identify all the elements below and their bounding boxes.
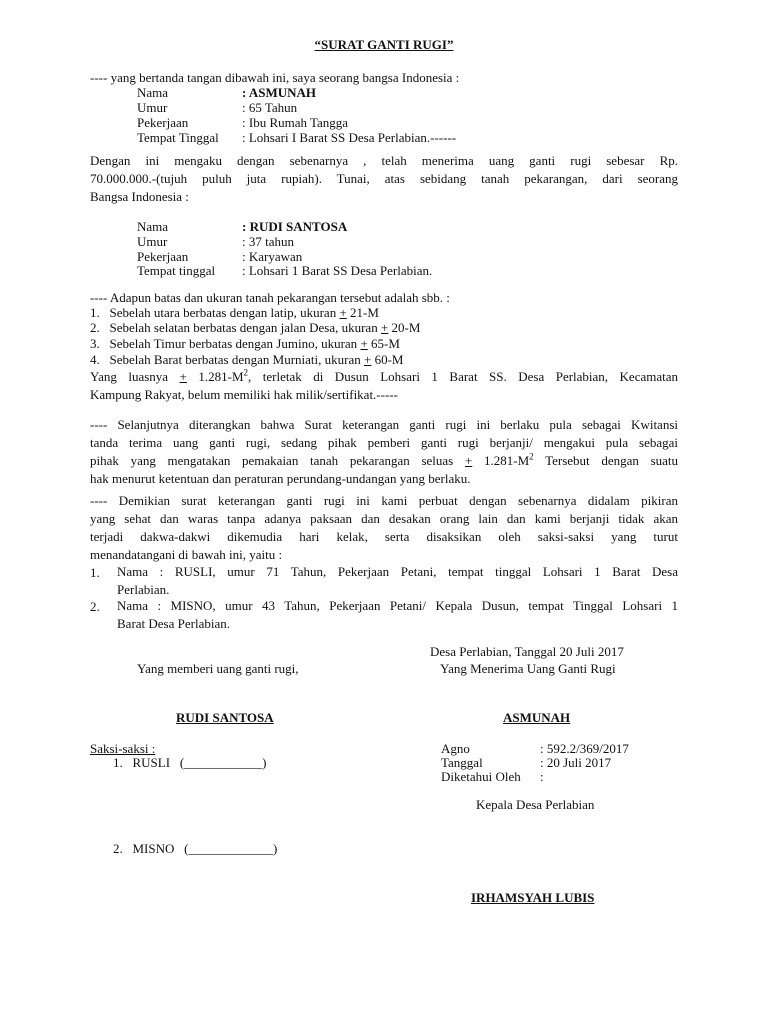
witness-text: Nama : RUSLI, umur 71 Tahun, Pekerjaan Petani, tempat tinggal Lohsari 1 Barat Desa — [117, 564, 678, 579]
intro-line: ---- yang bertanda tangan dibawah ini, saya seorang bangsa Indonesia : — [90, 70, 460, 85]
register-label: Diketahui Oleh — [441, 769, 521, 784]
boundary-text: Sebelah Timur berbatas dengan Jumino, ukuran — [109, 336, 358, 351]
party2-address-label: Tempat tinggal — [137, 263, 216, 278]
kwitansi-paragraph — [90, 416, 678, 488]
boundary-number: 3. — [90, 336, 100, 351]
party1-address-label: Tempat Tinggal — [137, 130, 219, 145]
square-superscript: 2 — [243, 367, 249, 378]
kwitansi-text: Tersebut dengan suatu — [545, 453, 679, 468]
area-location: , terletak di Dusun Lohsari 1 Barat SS. Desa Perlabian, Kecamatan — [248, 369, 678, 384]
register-value: : 20 Juli 2017 — [540, 755, 612, 770]
boundary-size: 20-M — [391, 320, 421, 335]
closing-line: terjadi dakwa-dakwi dikemudia hari kelak, serta disaksikan oleh saksi-saksi yang turut — [90, 529, 678, 544]
party1-name-label: Nama — [137, 85, 169, 100]
plus-minus-symbol: + — [464, 453, 473, 468]
boundary-number: 2. — [90, 320, 100, 335]
witness-number: 2. — [113, 841, 123, 856]
area-line: Kampung Rakyat, belum memiliki hak milik/sertifikat.----- — [90, 387, 398, 402]
party2-age-label: Umur — [137, 234, 168, 249]
witness-text: Barat Desa Perlabian. — [117, 616, 230, 631]
party2-age-value: : 37 tahun — [242, 234, 294, 249]
area-text: Yang luasnya — [90, 369, 169, 384]
boundary-item — [90, 320, 420, 335]
document-title: “SURAT GANTI RUGI” — [314, 37, 454, 52]
village-head-title: Kepala Desa Perlabian — [476, 797, 595, 812]
party2-name-value: : RUDI SANTOSA — [242, 219, 348, 234]
plus-minus-symbol: + — [339, 305, 347, 320]
closing-paragraph — [90, 492, 678, 564]
party1-name-value: : ASMUNAH — [242, 85, 317, 100]
party2-name-label: Nama — [137, 219, 169, 234]
party1-job-value: : Ibu Rumah Tangga — [242, 115, 349, 130]
closing-line: menandatangani di bawah ini, yaitu : — [90, 547, 283, 562]
kwitansi-line: ---- Selanjutnya diterangkan bahwa Surat keterangan ganti rugi ini berlaku pula sebagai Kwitansi — [90, 417, 678, 432]
closing-line: ---- Demikian surat keterangan ganti rugi ini kami perbuat dengan sebenarnya didalam pikiran — [90, 493, 678, 508]
witness-number: 1. — [113, 755, 123, 770]
boundary-number: 4. — [90, 352, 100, 367]
kwitansi-line: tanda terima uang ganti rugi, sedang pihak pemberi ganti rugi berjanji/ mengakui pula sebagai — [90, 435, 678, 450]
area-paragraph — [90, 368, 678, 404]
boundary-text: Sebelah Barat berbatas dengan Murniati, ukuran — [109, 352, 361, 367]
boundary-text: Sebelah utara berbatas dengan latip, ukuran — [109, 305, 337, 320]
boundary-item — [90, 305, 379, 320]
party1-address-value: : Lohsari I Barat SS Desa Perlabian.------ — [242, 130, 457, 145]
party2-job-label: Pekerjaan — [137, 249, 189, 264]
receiver-name: ASMUNAH — [503, 710, 571, 725]
kwitansi-text: pihak yang mengatakan pemakaian tanah pekarangan seluas — [90, 453, 454, 468]
plus-minus-symbol: + — [364, 352, 372, 367]
boundary-item — [90, 336, 400, 351]
witness-text: Nama : MISNO, umur 43 Tahun, Pekerjaan Petani/ Kepala Dusun, tempat Tinggal Lohsari 1 — [117, 598, 678, 613]
area-size: 1.281-M — [198, 369, 244, 384]
party1-job-label: Pekerjaan — [137, 115, 189, 130]
party1-age-value: : 65 Tahun — [242, 100, 298, 115]
witness-number: 1. — [90, 565, 100, 580]
witness-name: MISNO — [132, 841, 175, 856]
plus-minus-symbol: + — [380, 320, 389, 335]
witness-item — [117, 563, 678, 599]
boundary-size: 21-M — [350, 305, 379, 320]
statement-line: Bangsa Indonesia : — [90, 189, 189, 204]
witness-number: 2. — [90, 599, 100, 614]
square-superscript: 2 — [529, 451, 534, 462]
witness-item — [117, 597, 678, 633]
statement-line: Dengan ini mengaku dengan sebenarnya , telah menerima uang ganti rugi sebesar Rp. — [90, 153, 678, 168]
closing-line: yang sehat dan waras tanpa adanya paksaan dan desakan orang lain dan kami berjanji tidak akan — [90, 511, 678, 526]
village-head-name: IRHAMSYAH LUBIS — [471, 890, 595, 905]
register-value: : — [540, 769, 544, 784]
witness-signature-1 — [113, 755, 266, 770]
signature-blank: (_____________) — [184, 841, 278, 856]
boundary-number: 1. — [90, 305, 100, 320]
statement-paragraph — [90, 152, 678, 206]
boundary-size: 65-M — [371, 336, 400, 351]
plus-minus-symbol: + — [179, 369, 187, 384]
boundary-size: 60-M — [374, 352, 404, 367]
party2-job-value: : Karyawan — [242, 249, 303, 264]
statement-line: 70.000.000.-(tujuh puluh juta rupiah). Tunai, atas sebidang tanah pekarangan, dari seorang — [90, 171, 678, 186]
giver-name: RUDI SANTOSA — [176, 710, 274, 725]
signature-blank: (____________) — [179, 755, 267, 770]
area-line — [90, 368, 678, 386]
party2-address-value: : Lohsari 1 Barat SS Desa Perlabian. — [242, 263, 433, 278]
receiver-label: Yang Menerima Uang Ganti Rugi — [440, 661, 616, 676]
area-size: 1.281-M — [483, 453, 530, 468]
plus-minus-symbol: + — [360, 336, 368, 351]
giver-label: Yang memberi uang ganti rugi, — [137, 661, 299, 676]
boundary-item — [90, 352, 403, 367]
witness-name: RUSLI — [132, 755, 171, 770]
register-label: Tanggal — [441, 755, 483, 770]
register-value: : 592.2/369/2017 — [540, 741, 629, 756]
witnesses-heading: Saksi-saksi : — [90, 741, 156, 756]
place-date: Desa Perlabian, Tanggal 20 Juli 2017 — [430, 644, 624, 659]
witness-signature-2 — [113, 841, 277, 856]
register-label: Agno — [441, 741, 470, 756]
boundary-text: Sebelah selatan berbatas dengan jalan Desa, ukuran — [109, 320, 378, 335]
party1-age-label: Umur — [137, 100, 168, 115]
kwitansi-line — [90, 452, 678, 470]
boundary-intro: ---- Adapun batas dan ukuran tanah pekarangan tersebut adalah sbb. : — [90, 290, 450, 305]
witness-text: Perlabian. — [117, 582, 170, 597]
kwitansi-line: hak menurut ketentuan dan peraturan perundang-undangan yang berlaku. — [90, 471, 471, 486]
